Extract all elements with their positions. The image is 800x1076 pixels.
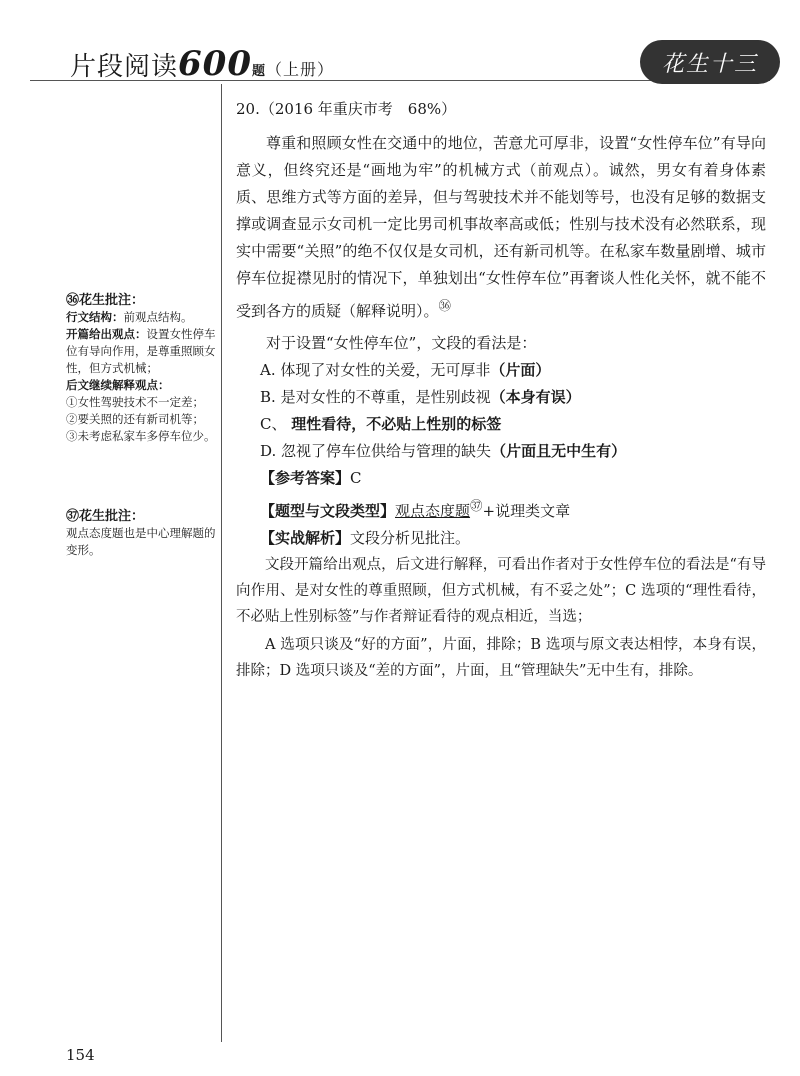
analysis-paragraph-2: A 选项只谈及“好的方面”，片面，排除；B 选项与原文表达相悖，本身有误，排除；D 选项只谈及“差的方面”，片面，且“管理缺失”无中生有，排除。 [236, 637, 766, 679]
note-2-title: ㊲花生批注： [66, 509, 145, 524]
note-1-title: ㊱花生批注： [66, 293, 145, 308]
note-1-line-1: 行文结构：前观点结构。 [66, 310, 193, 324]
title-number: 600 [178, 44, 252, 84]
note-1-item-1: ①女性驾驶技术不一定差； [66, 395, 204, 409]
option-d: D. 忽视了停车位供给与管理的缺失（片面且无中生有） [260, 442, 627, 460]
title-unit: 题 [252, 64, 267, 79]
option-a: A. 体现了对女性的关爱，无可厚非（片面） [260, 361, 551, 379]
option-c: C、 理性看待，不必贴上性别的标签 [260, 415, 502, 433]
brand-logo: 花生十三 [640, 40, 780, 84]
question-stem: 对于设置“女性停车位”，文段的看法是： [266, 334, 537, 352]
analysis-paragraph-1: 文段开篇给出观点，后文进行解释，可看出作者对于女性停车位的看法是“有导向作用、是对女性的尊重照顾，但方式机械，有不妥之处”；C 选项的“理性看待，不必贴上性别标签”与作者辩证看待的观点相近，当选； [236, 557, 766, 625]
note-1-item-3: ③未考虑私家车多停车位少。 [66, 429, 216, 443]
question-number-source: 20.（2016 年重庆市考 68%） [236, 100, 457, 118]
option-b: B. 是对女性的不尊重，是性别歧视（本身有误） [260, 388, 581, 406]
note-1-item-2: ②要关照的还有新司机等； [66, 412, 204, 426]
analysis-text [236, 552, 766, 684]
title-prefix: 片段阅读 [70, 52, 179, 82]
sidebar-note-2 [66, 508, 216, 559]
passage-text: 尊重和照顾女性在交通中的地位，苦意尤可厚非，设置“女性停车位”有导向意义，但终究还是“画地为牢”的机械方式（前观点）。诚然，男女有着身体素质、思维方式等方面的差异，但与驾驶技术并不能划等号，也没有足够的数据支撑或调查显示女司机一定比男司机事故率高或低；性别与技术没有必然联系，现实中需要“关照”的绝不仅仅是女司机，还有新司机等。在私家车数量剧增、城市停车位捉襟见肘的情况下，单独划出“女性停车位”再奢谈人性化关怀，就不能不受到各方的质疑（解释说明）。 [236, 134, 766, 320]
note-2-text: 观点态度题也是中心理解题的变形。 [66, 526, 216, 557]
question-type: 【题型与文段类型】观点态度题$^㊲$+说理类文章 [260, 498, 571, 520]
note-1-line-3: 后文继续解释观点： [66, 378, 170, 392]
practical-analysis: 【实战解析】文段分析见批注。 [260, 529, 471, 547]
reference-answer: 【参考答案】C [260, 469, 362, 487]
annotation-marker: ㊱ [438, 298, 452, 313]
question-content [236, 96, 766, 684]
page-number: 154 [66, 1046, 95, 1064]
margin-divider [221, 84, 222, 1042]
title-suffix: （上册） [266, 60, 335, 79]
note-1-line-2: 开篇给出观点：设置女性停车位有导向作用，是尊重照顾女性，但方式机械； [66, 327, 216, 375]
passage [236, 130, 766, 325]
sidebar-note-1 [66, 292, 216, 445]
book-title [70, 44, 334, 84]
